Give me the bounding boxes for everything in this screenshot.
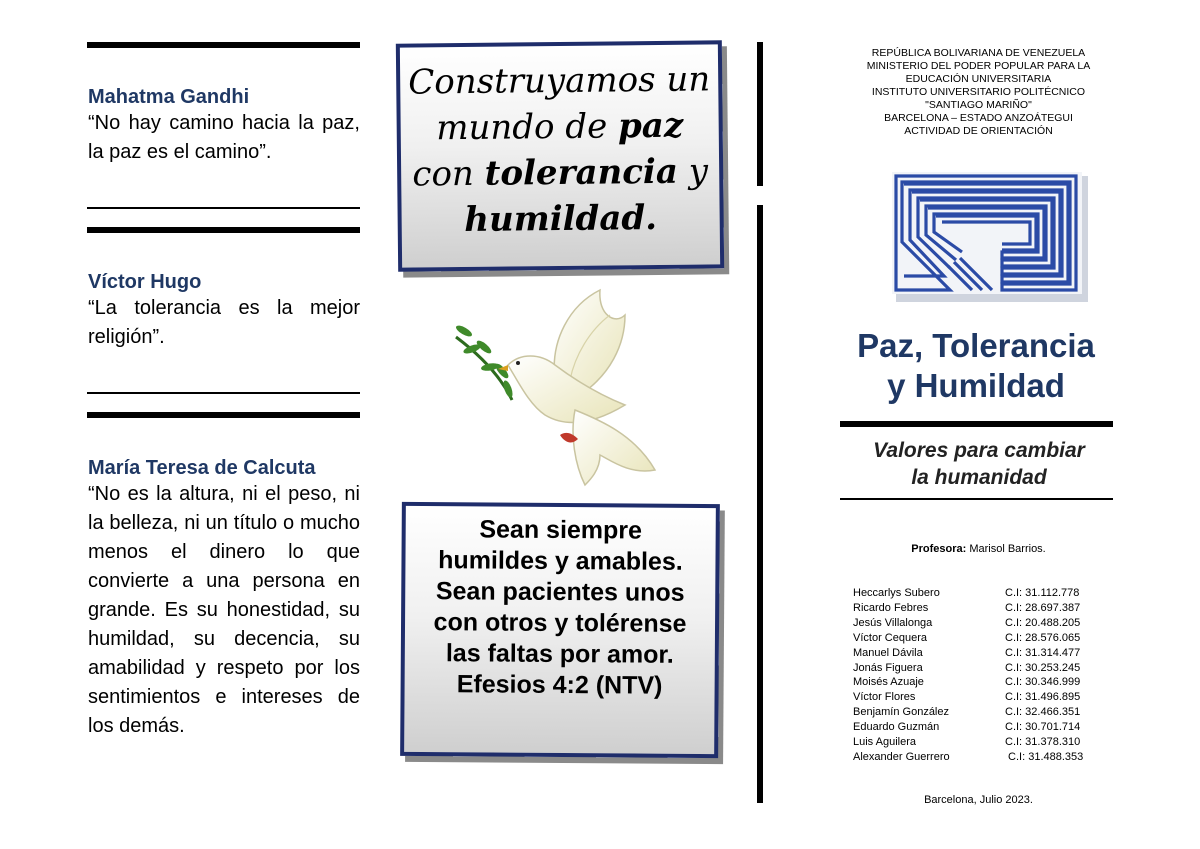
- list-item: Alexander Guerrero C.I: 31.488.353: [853, 750, 1084, 763]
- list-item: Ricardo Febres C.I: 28.697.387: [853, 601, 1081, 614]
- motto-line: con tolerancia y: [412, 151, 709, 195]
- list-item: Víctor Cequera C.I: 28.576.065: [853, 631, 1081, 644]
- brochure-subtitle: Valores para cambiar la humanidad: [873, 439, 1085, 489]
- header-line: MINISTERIO DEL PODER POPULAR PARA LA: [866, 60, 1091, 72]
- brochure-title: Paz, Tolerancia y Humildad: [857, 327, 1095, 404]
- quote-author: María Teresa de Calcuta: [88, 457, 316, 479]
- motto-line: humildad.: [464, 197, 658, 241]
- institute-logo-icon: [892, 172, 1088, 302]
- list-item: Benjamín González C.I: 32.466.351: [853, 706, 1081, 719]
- quote-author: Mahatma Gandhi: [88, 86, 250, 108]
- institution-header: [836, 47, 1121, 138]
- list-item: Jesús Villalonga C.I: 20.488.205: [853, 616, 1081, 629]
- scripture-line: Sean siempre: [479, 515, 643, 545]
- quote-text: “No hay camino hacia la paz, la paz es el camino”.: [88, 112, 360, 163]
- header-line: BARCELONA – ESTADO ANZOÁTEGUI: [884, 112, 1073, 124]
- title-underline: [840, 421, 1113, 427]
- header-line: "SANTIAGO MARIÑO": [925, 99, 1032, 111]
- professor-label: Profesora:: [911, 543, 967, 555]
- header-line: ACTIVIDAD DE ORIENTACIÓN: [904, 125, 1053, 137]
- scripture-line: Sean pacientes unos: [435, 577, 685, 607]
- vertical-divider: [757, 42, 763, 186]
- list-item: Heccarlys Subero C.I: 31.112.778: [853, 587, 1080, 599]
- scripture-line: las faltas por amor.: [445, 639, 674, 669]
- scripture-reference: Efesios 4:2 (NTV): [456, 670, 663, 700]
- divider-thin: [87, 392, 360, 394]
- divider-thick: [87, 42, 360, 48]
- header-line: EDUCACIÓN UNIVERSITARIA: [905, 73, 1052, 85]
- scripture-line: con otros y tolérense: [433, 608, 687, 638]
- motto-box: [396, 40, 724, 271]
- list-item: Víctor Flores C.I: 31.496.895: [853, 691, 1081, 704]
- list-item: Luis Aguilera C.I: 31.378.310: [853, 736, 1081, 749]
- professor-name: Marisol Barrios.: [966, 543, 1046, 555]
- subtitle-underline: [840, 498, 1113, 500]
- quote-gandhi: [88, 85, 360, 167]
- header-line: INSTITUTO UNIVERSITARIO POLITÉCNICO: [871, 86, 1086, 98]
- quote-text: “No es la altura, ni el peso, ni la belleza, ni un título o mucho menos el dinero lo que convierte a una persona en grande. Es su honestidad, su humildad, su decencia, su amabilidad y respeto por los sentimientos e intereses de los demás.: [88, 483, 360, 737]
- dove-with-olive-branch-icon: [450, 285, 670, 490]
- list-item: Eduardo Guzmán C.I: 30.701.714: [853, 721, 1081, 734]
- motto-line: Construyamos un: [408, 59, 711, 103]
- quote-victor-hugo: [88, 270, 360, 352]
- quote-text: “La tolerancia es la mejor religión”.: [88, 297, 360, 348]
- list-item: Manuel Dávila C.I: 31.314.477: [853, 646, 1081, 659]
- scripture-line: humildes y amables.: [438, 546, 683, 576]
- header-line: REPÚBLICA BOLIVARIANA DE VENEZUELA: [871, 47, 1086, 59]
- quote-author: Víctor Hugo: [88, 271, 202, 293]
- scripture-box: [400, 502, 720, 758]
- closing-date: Barcelona, Julio 2023.: [924, 794, 1033, 806]
- list-item: Moisés Azuaje C.I: 30.346.999: [853, 676, 1081, 689]
- list-item: Jonás Figuera C.I: 30.253.245: [853, 661, 1081, 674]
- divider-thick: [87, 412, 360, 418]
- vertical-divider: [757, 205, 763, 803]
- quote-teresa: [88, 456, 360, 741]
- divider-thick: [87, 227, 360, 233]
- divider-thin: [87, 207, 360, 209]
- student-list: [853, 586, 1103, 765]
- motto-line: mundo de paz: [436, 105, 684, 149]
- professor-line: [836, 543, 1121, 555]
